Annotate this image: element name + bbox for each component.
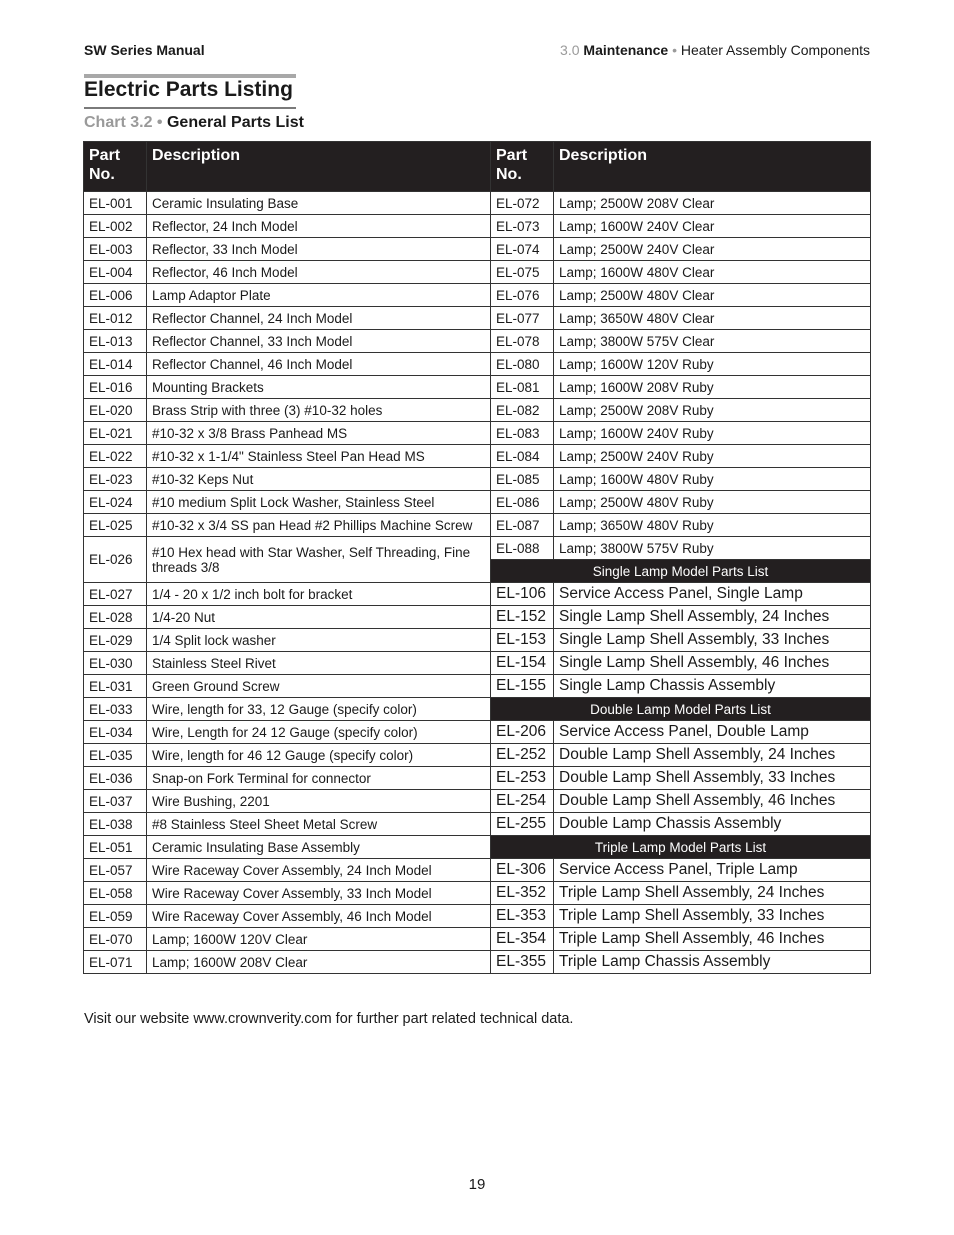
part-number: EL-001 xyxy=(84,192,147,215)
part-number: EL-020 xyxy=(84,399,147,422)
part-description: Triple Lamp Chassis Assembly xyxy=(554,951,871,974)
part-number: EL-034 xyxy=(84,721,147,744)
col-header-part-no xyxy=(84,142,147,192)
part-description: Lamp; 1600W 120V Clear xyxy=(147,928,491,951)
table-row xyxy=(84,353,871,376)
part-number: EL-306 xyxy=(491,859,554,882)
part-description: Reflector, 24 Inch Model xyxy=(147,215,491,238)
part-description: Ceramic Insulating Base Assembly xyxy=(147,836,491,859)
part-description: 1/4 Split lock washer xyxy=(147,629,491,652)
table-row xyxy=(84,192,871,215)
part-number: EL-006 xyxy=(84,284,147,307)
part-number: EL-037 xyxy=(84,790,147,813)
section-number: 3.0 xyxy=(560,42,580,58)
part-number: EL-076 xyxy=(491,284,554,307)
part-description: 1/4 - 20 x 1/2 inch bolt for bracket xyxy=(147,583,491,606)
part-description: Reflector, 46 Inch Model xyxy=(147,261,491,284)
table-row xyxy=(84,376,871,399)
table-row xyxy=(84,422,871,445)
table-row xyxy=(84,813,871,836)
section-breadcrumb xyxy=(560,42,870,58)
table-row xyxy=(84,790,871,813)
col-header-description: Description xyxy=(147,142,491,192)
parts-table xyxy=(83,141,871,974)
part-number: EL-077 xyxy=(491,307,554,330)
part-description: Reflector Channel, 46 Inch Model xyxy=(147,353,491,376)
part-number: EL-253 xyxy=(491,767,554,790)
part-description: #10 medium Split Lock Washer, Stainless Steel xyxy=(147,491,491,514)
table-row xyxy=(84,468,871,491)
part-number: EL-153 xyxy=(491,629,554,652)
part-number: EL-084 xyxy=(491,445,554,468)
page-number: 19 xyxy=(468,1176,486,1193)
part-number: EL-012 xyxy=(84,307,147,330)
part-number: EL-088 xyxy=(491,537,554,560)
part-number: EL-155 xyxy=(491,675,554,698)
part-description: Brass Strip with three (3) #10-32 holes xyxy=(147,399,491,422)
part-number: EL-014 xyxy=(84,353,147,376)
part-number: EL-036 xyxy=(84,767,147,790)
part-number: EL-033 xyxy=(84,698,147,721)
part-number: EL-002 xyxy=(84,215,147,238)
part-number: EL-072 xyxy=(491,192,554,215)
part-number: EL-030 xyxy=(84,652,147,675)
part-number: EL-254 xyxy=(491,790,554,813)
part-no-header-line1: Part xyxy=(89,147,121,164)
chart-caption xyxy=(84,114,304,132)
part-description: Wire Bushing, 2201 xyxy=(147,790,491,813)
table-row xyxy=(84,836,871,859)
part-number: EL-024 xyxy=(84,491,147,514)
part-number: EL-353 xyxy=(491,905,554,928)
part-number: EL-355 xyxy=(491,951,554,974)
table-row xyxy=(84,606,871,629)
table-row xyxy=(84,905,871,928)
part-description: Wire Raceway Cover Assembly, 33 Inch Model xyxy=(147,882,491,905)
table-header-row xyxy=(84,142,871,192)
part-number: EL-016 xyxy=(84,376,147,399)
part-number: EL-059 xyxy=(84,905,147,928)
part-number: EL-035 xyxy=(84,744,147,767)
part-description: Lamp; 1600W 240V Ruby xyxy=(554,422,871,445)
part-description: Lamp; 3800W 575V Clear xyxy=(554,330,871,353)
part-description: Service Access Panel, Triple Lamp xyxy=(554,859,871,882)
part-description: Wire, Length for 24 12 Gauge (specify color) xyxy=(147,721,491,744)
part-description: Lamp; 2500W 480V Clear xyxy=(554,284,871,307)
part-number: EL-004 xyxy=(84,261,147,284)
col-header-part-no xyxy=(491,142,554,192)
triple-lamp-heading: Triple Lamp Model Parts List xyxy=(491,836,871,859)
part-number: EL-038 xyxy=(84,813,147,836)
part-description: Mounting Brackets xyxy=(147,376,491,399)
table-row xyxy=(84,537,871,560)
part-description: Reflector Channel, 33 Inch Model xyxy=(147,330,491,353)
part-number: EL-021 xyxy=(84,422,147,445)
title-underline xyxy=(84,107,296,109)
website-footnote: Visit our website www.crownverity.com for further part related technical data. xyxy=(84,1011,574,1027)
table-row xyxy=(84,767,871,790)
double-lamp-heading: Double Lamp Model Parts List xyxy=(491,698,871,721)
single-lamp-heading: Single Lamp Model Parts List xyxy=(491,560,871,583)
part-description: Double Lamp Shell Assembly, 33 Inches xyxy=(554,767,871,790)
part-number: EL-252 xyxy=(491,744,554,767)
subsection-name: Heater Assembly Components xyxy=(680,42,870,58)
table-row xyxy=(84,399,871,422)
part-number: EL-081 xyxy=(491,376,554,399)
chart-bullet: • xyxy=(156,114,163,131)
part-description: Wire, length for 46 12 Gauge (specify color) xyxy=(147,744,491,767)
table-row xyxy=(84,238,871,261)
part-number: EL-074 xyxy=(491,238,554,261)
part-no-header-line2: No. xyxy=(89,166,115,183)
part-description: Lamp; 3650W 480V Ruby xyxy=(554,514,871,537)
part-description: Lamp; 1600W 208V Ruby xyxy=(554,376,871,399)
part-description: Green Ground Screw xyxy=(147,675,491,698)
part-number: EL-026 xyxy=(84,537,147,583)
part-description: Ceramic Insulating Base xyxy=(147,192,491,215)
part-number: EL-057 xyxy=(84,859,147,882)
part-description: Single Lamp Shell Assembly, 24 Inches xyxy=(554,606,871,629)
part-description: #10-32 x 3/8 Brass Panhead MS xyxy=(147,422,491,445)
part-description: Lamp; 1600W 208V Clear xyxy=(147,951,491,974)
part-number: EL-078 xyxy=(491,330,554,353)
table-row xyxy=(84,445,871,468)
part-description: Reflector Channel, 24 Inch Model xyxy=(147,307,491,330)
table-row xyxy=(84,284,871,307)
part-number: EL-003 xyxy=(84,238,147,261)
table-row xyxy=(84,698,871,721)
part-description: Wire Raceway Cover Assembly, 46 Inch Model xyxy=(147,905,491,928)
part-number: EL-255 xyxy=(491,813,554,836)
part-number: EL-083 xyxy=(491,422,554,445)
table-row xyxy=(84,882,871,905)
part-number: EL-206 xyxy=(491,721,554,744)
part-description: Lamp; 1600W 480V Clear xyxy=(554,261,871,284)
part-description: Wire Raceway Cover Assembly, 24 Inch Model xyxy=(147,859,491,882)
table-row xyxy=(84,514,871,537)
table-row xyxy=(84,744,871,767)
part-number: EL-013 xyxy=(84,330,147,353)
part-number: EL-080 xyxy=(491,353,554,376)
part-number: EL-154 xyxy=(491,652,554,675)
part-number: EL-073 xyxy=(491,215,554,238)
table-row xyxy=(84,721,871,744)
part-number: EL-082 xyxy=(491,399,554,422)
part-description: Lamp; 1600W 480V Ruby xyxy=(554,468,871,491)
part-description: Stainless Steel Rivet xyxy=(147,652,491,675)
part-description: Triple Lamp Shell Assembly, 33 Inches xyxy=(554,905,871,928)
part-description: #10-32 x 1-1/4" Stainless Steel Pan Head MS xyxy=(147,445,491,468)
page-title: Electric Parts Listing xyxy=(84,78,293,101)
part-number: EL-354 xyxy=(491,928,554,951)
table-row xyxy=(84,330,871,353)
table-row xyxy=(84,215,871,238)
part-number: EL-025 xyxy=(84,514,147,537)
section-name: Maintenance xyxy=(583,42,669,58)
part-number: EL-029 xyxy=(84,629,147,652)
part-description: Lamp; 3800W 575V Ruby xyxy=(554,537,871,560)
part-number: EL-022 xyxy=(84,445,147,468)
part-description: Double Lamp Chassis Assembly xyxy=(554,813,871,836)
table-row xyxy=(84,583,871,606)
part-number: EL-085 xyxy=(491,468,554,491)
table-row xyxy=(84,859,871,882)
part-number: EL-028 xyxy=(84,606,147,629)
part-no-header-line2: No. xyxy=(496,166,522,183)
part-number: EL-051 xyxy=(84,836,147,859)
col-header-description: Description xyxy=(554,142,871,192)
part-number: EL-031 xyxy=(84,675,147,698)
part-description: Single Lamp Chassis Assembly xyxy=(554,675,871,698)
part-description: Lamp; 1600W 120V Ruby xyxy=(554,353,871,376)
part-description: Single Lamp Shell Assembly, 33 Inches xyxy=(554,629,871,652)
part-number: EL-087 xyxy=(491,514,554,537)
part-number: EL-027 xyxy=(84,583,147,606)
part-description: Lamp; 2500W 240V Ruby xyxy=(554,445,871,468)
part-number: EL-058 xyxy=(84,882,147,905)
part-description: Triple Lamp Shell Assembly, 46 Inches xyxy=(554,928,871,951)
part-description: Double Lamp Shell Assembly, 46 Inches xyxy=(554,790,871,813)
part-description: #10-32 x 3/4 SS pan Head #2 Phillips Machine Screw xyxy=(147,514,491,537)
part-number: EL-352 xyxy=(491,882,554,905)
part-description: Single Lamp Shell Assembly, 46 Inches xyxy=(554,652,871,675)
table-row xyxy=(84,928,871,951)
part-description: Lamp; 2500W 208V Clear xyxy=(554,192,871,215)
table-row xyxy=(84,629,871,652)
chart-number: Chart 3.2 xyxy=(84,114,153,131)
part-description: Snap-on Fork Terminal for connector xyxy=(147,767,491,790)
table-row xyxy=(84,951,871,974)
part-description: Lamp; 3650W 480V Clear xyxy=(554,307,871,330)
table-row xyxy=(84,307,871,330)
part-description: Lamp; 2500W 480V Ruby xyxy=(554,491,871,514)
part-description: Triple Lamp Shell Assembly, 24 Inches xyxy=(554,882,871,905)
table-row xyxy=(84,261,871,284)
table-row xyxy=(84,491,871,514)
part-description: Double Lamp Shell Assembly, 24 Inches xyxy=(554,744,871,767)
part-description: #10-32 Keps Nut xyxy=(147,468,491,491)
part-description: Wire, length for 33, 12 Gauge (specify color) xyxy=(147,698,491,721)
part-description: Service Access Panel, Single Lamp xyxy=(554,583,871,606)
part-description: Reflector, 33 Inch Model xyxy=(147,238,491,261)
part-number: EL-023 xyxy=(84,468,147,491)
part-number: EL-152 xyxy=(491,606,554,629)
part-description: Lamp; 2500W 208V Ruby xyxy=(554,399,871,422)
part-description: Lamp Adaptor Plate xyxy=(147,284,491,307)
part-description: 1/4-20 Nut xyxy=(147,606,491,629)
breadcrumb-bullet: • xyxy=(672,42,678,58)
part-number: EL-070 xyxy=(84,928,147,951)
part-description: #10 Hex head with Star Washer, Self Threading, Fine threads 3/8 xyxy=(147,537,491,583)
manual-title: SW Series Manual xyxy=(84,42,205,58)
part-number: EL-086 xyxy=(491,491,554,514)
chart-title: General Parts List xyxy=(166,114,304,131)
table-row xyxy=(84,675,871,698)
part-description: Lamp; 2500W 240V Clear xyxy=(554,238,871,261)
part-number: EL-075 xyxy=(491,261,554,284)
table-row xyxy=(84,652,871,675)
part-number: EL-106 xyxy=(491,583,554,606)
part-no-header-line1: Part xyxy=(496,147,528,164)
part-description: Service Access Panel, Double Lamp xyxy=(554,721,871,744)
part-description: #8 Stainless Steel Sheet Metal Screw xyxy=(147,813,491,836)
part-description: Lamp; 1600W 240V Clear xyxy=(554,215,871,238)
part-number: EL-071 xyxy=(84,951,147,974)
